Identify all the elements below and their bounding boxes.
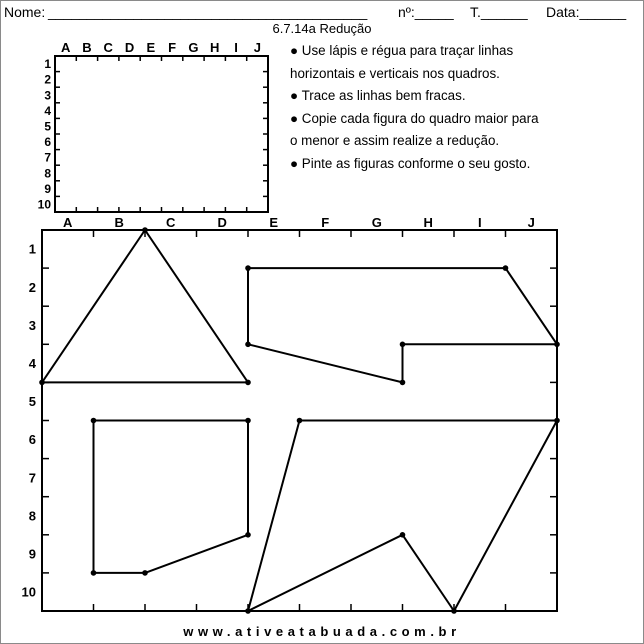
row-label: 9 <box>44 181 51 196</box>
instruction-line: ● Use lápis e régua para traçar linhas <box>290 43 514 58</box>
row-label: 3 <box>28 317 36 333</box>
row-label: 6 <box>28 432 36 448</box>
column-label: A <box>63 215 73 230</box>
column-label: F <box>168 40 177 55</box>
column-label: D <box>217 215 227 230</box>
column-label: J <box>253 40 261 55</box>
row-label: 3 <box>44 88 51 103</box>
figure-vertex <box>39 380 45 386</box>
grid-border <box>55 56 268 212</box>
figure-pentagon <box>94 421 249 573</box>
column-label: H <box>210 40 220 55</box>
name-label: Nome: <box>4 4 46 20</box>
figure-vertex <box>245 608 251 614</box>
date-label: Data:______ <box>546 4 627 20</box>
figure-vertex <box>142 227 148 233</box>
figure-vertex <box>91 570 97 576</box>
small-grid <box>38 40 268 212</box>
row-label: 7 <box>28 470 36 486</box>
row-label: 8 <box>44 166 51 181</box>
row-label: 4 <box>28 356 36 372</box>
figure-vertex <box>503 265 509 271</box>
figure-stepped-polygon <box>248 268 557 382</box>
row-label: 8 <box>28 508 36 524</box>
column-label: G <box>188 40 199 55</box>
page-title: 6.7.14a Redução <box>272 21 372 36</box>
row-label: 10 <box>37 197 51 212</box>
row-label: 5 <box>44 119 51 134</box>
figure-vertex <box>245 380 251 386</box>
figure-vertex <box>554 342 560 348</box>
figure-vertex <box>245 418 251 424</box>
figure-vertex <box>91 418 97 424</box>
row-label: 10 <box>21 584 36 600</box>
instruction-line: horizontais e verticais nos quadros. <box>290 65 500 81</box>
row-label: 7 <box>44 150 51 165</box>
large-grid <box>22 215 560 614</box>
column-label: H <box>423 215 433 230</box>
class-label: T.______ <box>470 4 528 20</box>
column-label: C <box>103 40 113 55</box>
figure-vertex <box>554 418 560 424</box>
figure-vertex <box>400 342 406 348</box>
column-label: D <box>124 40 135 55</box>
figure-triangle <box>42 230 248 382</box>
column-label: E <box>269 215 279 230</box>
figure-vertex <box>245 532 251 538</box>
column-label: C <box>166 215 176 230</box>
row-label: 1 <box>44 57 51 72</box>
figure-vertex <box>142 570 148 576</box>
footer-url: www.ativeatabuada.com.br <box>183 624 461 639</box>
instruction-line: o menor e assim realize a redução. <box>290 133 500 149</box>
row-label: 2 <box>44 72 51 87</box>
column-label: G <box>371 215 382 230</box>
name-line: _________________________________________ <box>48 4 368 20</box>
column-label: E <box>146 40 156 55</box>
figure-vertex <box>451 608 457 614</box>
instruction-line: ● Copie cada figura do quadro maior para <box>290 110 539 126</box>
number-label: nº:_____ <box>398 4 454 20</box>
instruction-line: ● Pinte as figuras conforme o seu gosto. <box>290 155 531 171</box>
column-label: J <box>527 215 535 230</box>
row-label: 4 <box>44 103 51 118</box>
row-label: 5 <box>28 394 36 410</box>
column-label: A <box>60 40 71 55</box>
row-label: 9 <box>28 546 36 562</box>
figure-large-quad <box>248 421 557 612</box>
column-label: F <box>321 215 330 230</box>
column-label: I <box>234 40 238 55</box>
figure-vertex <box>400 532 406 538</box>
row-label: 1 <box>28 241 36 257</box>
instruction-line: ● Trace as linhas bem fracas. <box>290 88 466 104</box>
figure-vertex <box>400 380 406 386</box>
column-label: B <box>114 215 124 230</box>
row-label: 2 <box>28 279 36 295</box>
figure-vertex <box>297 418 303 424</box>
column-label: B <box>82 40 92 55</box>
column-label: I <box>477 215 482 230</box>
figure-vertex <box>245 342 251 348</box>
figure-vertex <box>245 265 251 271</box>
row-label: 6 <box>44 135 51 150</box>
